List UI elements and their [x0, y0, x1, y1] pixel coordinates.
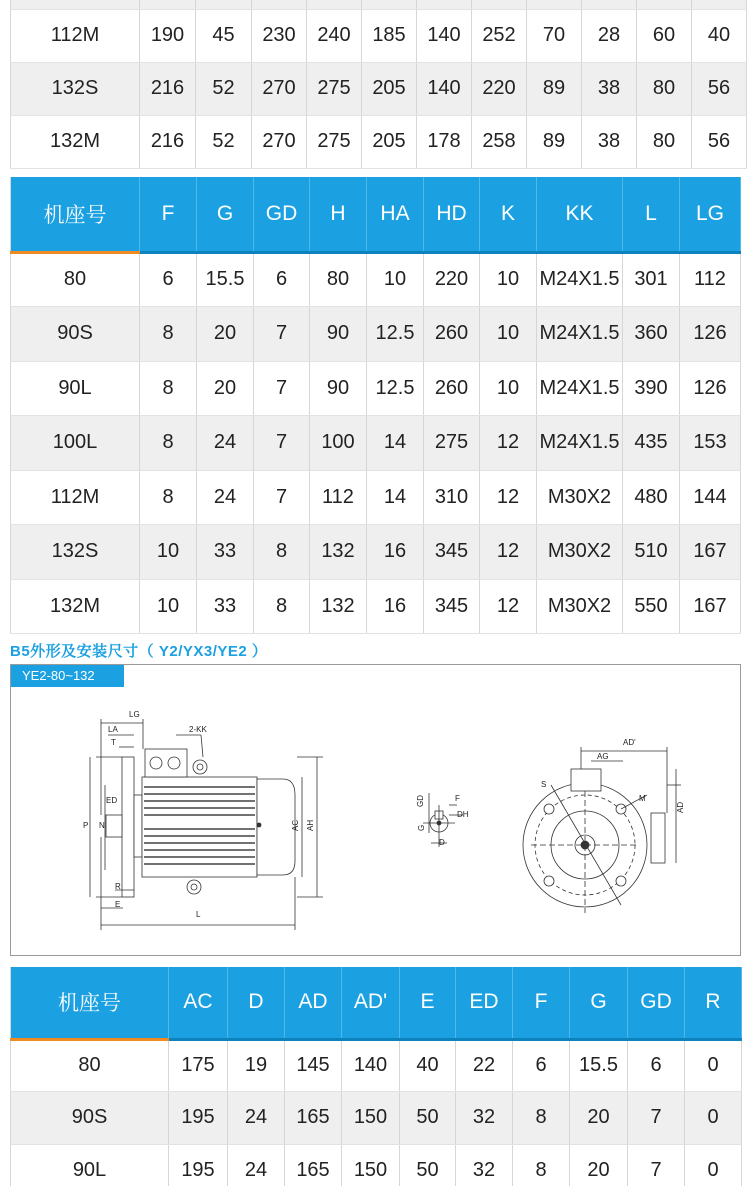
bottom-table-header-cell: G	[570, 967, 628, 1039]
mid-table-header-cell: HA	[367, 177, 424, 252]
bottom-table-cell: 195	[169, 1144, 228, 1186]
mid-table-cell: 10	[480, 252, 537, 307]
bottom-table-cell: 195	[169, 1092, 228, 1145]
top-table-cell: 270	[252, 115, 307, 168]
bottom-table-cell: 0	[685, 1144, 742, 1186]
bottom-table-row	[11, 1039, 742, 1092]
mid-table-cell: 112	[310, 470, 367, 525]
mid-table-row	[11, 307, 741, 362]
top-table-cell: 270	[252, 62, 307, 115]
mid-table-cell: 12.5	[367, 307, 424, 362]
top-table-cell: 190	[140, 9, 196, 62]
label-R: R	[115, 882, 121, 891]
bottom-table-cell: 90L	[11, 1144, 169, 1186]
mid-table-cell: 260	[424, 307, 480, 362]
bottom-table-header-cell: ED	[456, 967, 513, 1039]
mid-table-header-cell: 机座号	[11, 177, 140, 252]
top-table-cell	[362, 0, 417, 9]
mid-table-cell: 167	[680, 525, 741, 580]
top-table-cell: 89	[527, 115, 582, 168]
mid-table-cell: 132	[310, 579, 367, 634]
mid-table-cell: 301	[623, 252, 680, 307]
mid-table-cell: 90	[310, 361, 367, 416]
mid-table-row	[11, 525, 741, 580]
b5-section-title: B5外形及安装尺寸（ Y2/YX3/YE2 ）	[10, 643, 268, 660]
motor-front-view	[523, 738, 685, 913]
bottom-table-cell: 80	[11, 1039, 169, 1092]
mid-table-cell: 16	[367, 579, 424, 634]
top-table-row	[11, 9, 747, 62]
fan-cover-shape	[257, 779, 295, 875]
top-table-cell: 230	[252, 9, 307, 62]
label-LA: LA	[108, 725, 118, 734]
mid-table-cell: 112M	[11, 470, 140, 525]
top-table-cell: 28	[582, 9, 637, 62]
top-table-cell: 40	[692, 9, 747, 62]
bottom-table-cell: 0	[685, 1039, 742, 1092]
mid-table-cell: 167	[680, 579, 741, 634]
mid-table-cell: 16	[367, 525, 424, 580]
top-table-cell	[692, 0, 747, 9]
top-table-cell: 140	[417, 62, 472, 115]
bottom-table-cell: 165	[285, 1092, 342, 1145]
mid-table-cell: 126	[680, 361, 741, 416]
mid-table-cell: 24	[197, 470, 254, 525]
mid-table-header-cell: F	[140, 177, 197, 252]
top-table-cell: 80	[637, 62, 692, 115]
top-table-cell: 45	[196, 9, 252, 62]
top-table-cell	[252, 0, 307, 9]
mid-table-cell: 12	[480, 525, 537, 580]
mid-table-cell: 100	[310, 416, 367, 471]
mid-table-cell: 132S	[11, 525, 140, 580]
top-table-cell	[140, 0, 196, 9]
dimension-table-bottom	[10, 967, 742, 1186]
label-M: M	[639, 794, 646, 803]
mid-table-cell: M30X2	[537, 525, 623, 580]
label-AD: AD	[676, 801, 685, 813]
mid-table-header-cell: L	[623, 177, 680, 252]
label-GD: GD	[416, 795, 425, 807]
top-table-cell: 60	[637, 9, 692, 62]
mid-table-cell: 10	[367, 252, 424, 307]
top-table-cell: 205	[362, 62, 417, 115]
bottom-table-header-cell: GD	[628, 967, 685, 1039]
mid-table-header-row	[11, 177, 741, 252]
label-G: G	[417, 824, 426, 831]
label-N: N	[99, 821, 105, 830]
mid-table-cell: 144	[680, 470, 741, 525]
mid-table-cell: 510	[623, 525, 680, 580]
mid-table-cell: 8	[140, 307, 197, 362]
label-AG: AG	[597, 752, 609, 761]
mid-table-header-cell: K	[480, 177, 537, 252]
label-L: L	[196, 910, 201, 919]
bottom-table-row	[11, 1092, 742, 1145]
bottom-table-cell: 7	[628, 1092, 685, 1145]
top-table-row	[11, 0, 747, 9]
mid-table-cell: 33	[197, 579, 254, 634]
dimension-table-top	[10, 0, 747, 169]
top-table-cell: 178	[417, 115, 472, 168]
mid-table-cell: 24	[197, 416, 254, 471]
bottom-table-cell: 140	[342, 1039, 400, 1092]
flange-shape	[122, 757, 134, 897]
mid-table-header-cell: KK	[537, 177, 623, 252]
label-ED: ED	[106, 796, 118, 805]
mid-table-cell: 20	[197, 361, 254, 416]
mid-table-cell: 7	[254, 470, 310, 525]
dimension-table-mid	[10, 177, 741, 634]
label-P: P	[83, 821, 89, 830]
top-table-cell: 258	[472, 115, 527, 168]
bottom-table-header-cell: 机座号	[11, 967, 169, 1039]
top-table-cell: 132M	[11, 115, 140, 168]
motor-outline-svg	[11, 665, 742, 957]
bottom-table-cell: 24	[228, 1092, 285, 1145]
mid-table-cell: 275	[424, 416, 480, 471]
label-T: T	[111, 738, 116, 747]
label-E: E	[115, 900, 121, 909]
bottom-table-cell: 22	[456, 1039, 513, 1092]
bottom-table-cell: 19	[228, 1039, 285, 1092]
bottom-table-header-cell: AD'	[342, 967, 400, 1039]
bottom-table-header-cell: F	[513, 967, 570, 1039]
mid-table-cell: 10	[140, 579, 197, 634]
top-table-cell: 112M	[11, 9, 140, 62]
model-tag: YE2-80~132	[11, 665, 124, 687]
mid-table-cell: 15.5	[197, 252, 254, 307]
bottom-table-cell: 7	[628, 1144, 685, 1186]
bottom-table-header-cell: R	[685, 967, 742, 1039]
label-S: S	[541, 780, 547, 789]
mid-table-cell: 8	[140, 416, 197, 471]
label-KK: 2-KK	[189, 725, 207, 734]
bottom-table-cell: 145	[285, 1039, 342, 1092]
bottom-table-header-cell: AC	[169, 967, 228, 1039]
top-table-cell: 216	[140, 115, 196, 168]
top-table-cell	[637, 0, 692, 9]
mid-table-cell: 7	[254, 307, 310, 362]
top-table-cell: 56	[692, 115, 747, 168]
bottom-table-header-cell: D	[228, 967, 285, 1039]
mid-table-cell: 20	[197, 307, 254, 362]
bottom-table-cell: 150	[342, 1144, 400, 1186]
top-table-cell	[11, 0, 140, 9]
top-table-row	[11, 62, 747, 115]
mid-table-cell: 12	[480, 470, 537, 525]
top-table-cell: 38	[582, 115, 637, 168]
mid-table-header-cell: H	[310, 177, 367, 252]
top-table-cell	[417, 0, 472, 9]
mid-table-cell: M24X1.5	[537, 361, 623, 416]
mid-table-cell: 345	[424, 525, 480, 580]
top-table-cell: 52	[196, 115, 252, 168]
bottom-table-cell: 150	[342, 1092, 400, 1145]
label-LG: LG	[129, 710, 140, 719]
label-ADp: AD'	[623, 738, 636, 747]
mid-table-cell: M30X2	[537, 470, 623, 525]
top-table-cell	[582, 0, 637, 9]
mid-table-cell: 90L	[11, 361, 140, 416]
top-table-cell	[527, 0, 582, 9]
mid-table-cell: 7	[254, 361, 310, 416]
mid-table-cell: 126	[680, 307, 741, 362]
top-table-cell: 52	[196, 62, 252, 115]
mid-table-header-cell: G	[197, 177, 254, 252]
bottom-table-cell: 90S	[11, 1092, 169, 1145]
motor-side-view	[83, 710, 323, 930]
mid-table-cell: M30X2	[537, 579, 623, 634]
top-table-cell	[472, 0, 527, 9]
mid-table-cell: M24X1.5	[537, 416, 623, 471]
shaft-shape	[106, 815, 122, 837]
label-AH: AH	[306, 819, 315, 831]
mid-table-cell: 8	[140, 361, 197, 416]
mid-table-cell: 80	[11, 252, 140, 307]
bottom-table-cell: 32	[456, 1092, 513, 1145]
mid-table-cell: 132	[310, 525, 367, 580]
mid-table-cell: 100L	[11, 416, 140, 471]
mid-table-cell: 6	[140, 252, 197, 307]
mid-table-cell: 153	[680, 416, 741, 471]
label-AC: AC	[291, 819, 300, 831]
top-table-cell: 216	[140, 62, 196, 115]
mid-table-cell: 360	[623, 307, 680, 362]
bottom-table-header-cell: E	[400, 967, 456, 1039]
mid-table-cell: 90	[310, 307, 367, 362]
bottom-table-cell: 50	[400, 1144, 456, 1186]
mid-table-cell: 33	[197, 525, 254, 580]
motor-dimension-drawing	[10, 664, 741, 956]
top-table-row	[11, 115, 747, 168]
label-DH: DH	[457, 810, 469, 819]
bottom-table-cell: 15.5	[570, 1039, 628, 1092]
bottom-table-header-cell: AD	[285, 967, 342, 1039]
mid-table-cell: 10	[480, 361, 537, 416]
mid-table-cell: 80	[310, 252, 367, 307]
bottom-table-cell: 50	[400, 1092, 456, 1145]
top-table-cell: 38	[582, 62, 637, 115]
top-table-cell: 185	[362, 9, 417, 62]
top-table-cell: 252	[472, 9, 527, 62]
top-table-cell: 275	[307, 62, 362, 115]
mid-table-cell: M24X1.5	[537, 307, 623, 362]
bottom-table-row	[11, 1144, 742, 1186]
mid-table-cell: 10	[480, 307, 537, 362]
mid-table-cell: 390	[623, 361, 680, 416]
bottom-table-cell: 32	[456, 1144, 513, 1186]
mid-table-row	[11, 470, 741, 525]
shaft-section-view	[416, 793, 469, 847]
bottom-table-cell: 175	[169, 1039, 228, 1092]
top-table-cell: 56	[692, 62, 747, 115]
motor-body-shape	[142, 777, 257, 877]
bottom-table-cell: 6	[628, 1039, 685, 1092]
mid-table-cell: 8	[140, 470, 197, 525]
mid-table-cell: 112	[680, 252, 741, 307]
top-table-cell	[196, 0, 252, 9]
mid-table-cell: 12	[480, 579, 537, 634]
bottom-table-cell: 165	[285, 1144, 342, 1186]
mid-table-cell: 260	[424, 361, 480, 416]
top-table-cell	[307, 0, 362, 9]
mid-table-cell: 6	[254, 252, 310, 307]
top-table-cell: 140	[417, 9, 472, 62]
mid-table-cell: 550	[623, 579, 680, 634]
top-table-cell: 80	[637, 115, 692, 168]
mid-table-cell: 14	[367, 416, 424, 471]
bottom-table-header-row	[11, 967, 742, 1039]
mid-table-cell: 90S	[11, 307, 140, 362]
mid-table-cell: M24X1.5	[537, 252, 623, 307]
top-table-cell: 240	[307, 9, 362, 62]
mid-table-header-cell: LG	[680, 177, 741, 252]
mid-table-row	[11, 252, 741, 307]
label-F: F	[455, 794, 460, 803]
bottom-table-cell: 20	[570, 1144, 628, 1186]
mid-table-cell: 8	[254, 525, 310, 580]
mid-table-cell: 14	[367, 470, 424, 525]
mid-table-cell: 310	[424, 470, 480, 525]
top-table-cell: 220	[472, 62, 527, 115]
mid-table-cell: 8	[254, 579, 310, 634]
top-table-cell: 70	[527, 9, 582, 62]
bottom-table-cell: 24	[228, 1144, 285, 1186]
mid-table-row	[11, 416, 741, 471]
bottom-table-cell: 0	[685, 1092, 742, 1145]
mid-table-row	[11, 579, 741, 634]
mid-table-cell: 7	[254, 416, 310, 471]
top-table-cell: 275	[307, 115, 362, 168]
bottom-table-cell: 8	[513, 1092, 570, 1145]
top-table-cell: 205	[362, 115, 417, 168]
mid-table-cell: 10	[140, 525, 197, 580]
top-table-cell: 132S	[11, 62, 140, 115]
mid-table-row	[11, 361, 741, 416]
bottom-table-cell: 6	[513, 1039, 570, 1092]
top-table-cell: 89	[527, 62, 582, 115]
bottom-table-cell: 20	[570, 1092, 628, 1145]
label-D: D	[439, 838, 445, 847]
mid-table-cell: 435	[623, 416, 680, 471]
mid-table-header-cell: GD	[254, 177, 310, 252]
bottom-table-cell: 8	[513, 1144, 570, 1186]
mid-table-cell: 132M	[11, 579, 140, 634]
mid-table-header-cell: HD	[424, 177, 480, 252]
mid-table-cell: 12.5	[367, 361, 424, 416]
mid-table-cell: 220	[424, 252, 480, 307]
mid-table-cell: 345	[424, 579, 480, 634]
mid-table-cell: 12	[480, 416, 537, 471]
mid-table-cell: 480	[623, 470, 680, 525]
bottom-table-cell: 40	[400, 1039, 456, 1092]
